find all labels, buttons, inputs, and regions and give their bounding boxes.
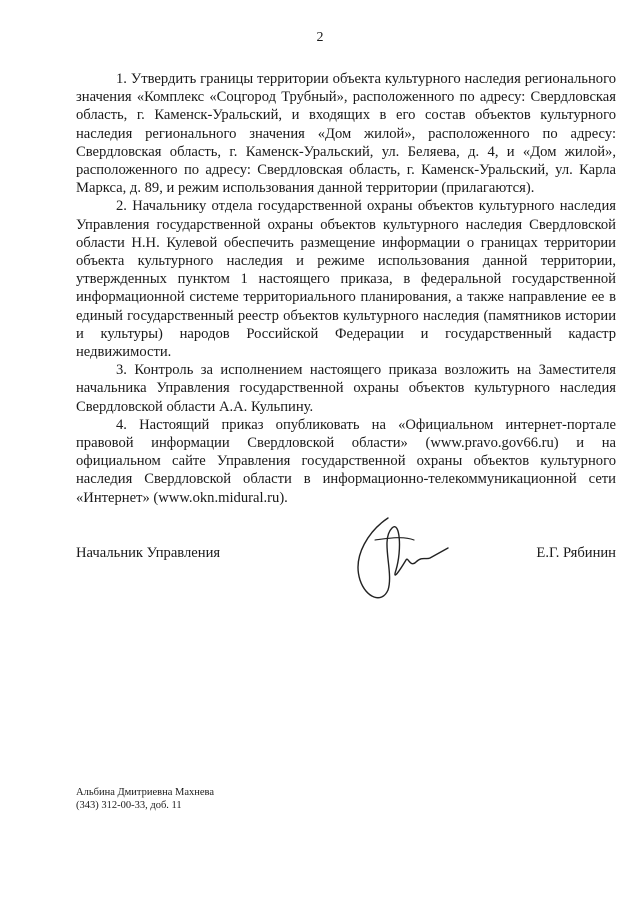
paragraph-3: 3. Контроль за исполнением настоящего приказа возложить на Заместителя начальника Управления государственной охраны объектов культурного наследия Свердловской области А.А. Кульпину.: [76, 362, 616, 415]
executor-info: [76, 786, 214, 812]
signer-name: Е.Г. Рябинин: [536, 545, 616, 561]
paragraph-2: 2. Начальнику отдела государственной охраны объектов культурного наследия Управления государственной охраны объектов культурного наследия Свердловской области Н.Н. Кулевой обеспечить размещение информации о границах территории объекта культурного наследия и режиме использования данной территории, утвержденных пунктом 1 настоящего приказа, в федеральной государственной информационной системе территориального планирования, а также направление ее в единый государственный реестр объектов культурного наследия (памятников истории и культуры) народов Российской Федерации и государственный кадастр недвижимости.: [76, 198, 616, 361]
handwritten-signature: [330, 510, 460, 620]
paragraph-4: 4. Настоящий приказ опубликовать на «Официальном интернет-портале правовой информации Свердловской области» (www.pravo.gov66.ru) и на официальном сайте Управления государственной охраны объектов культурного наследия Свердловской области в информационно-телекоммуникационной сети «Интернет» (www.okn.midural.ru).: [76, 416, 616, 506]
executor-name: Альбина Дмитриевна Махнева: [76, 787, 215, 798]
paragraph-1: 1. Утвердить границы территории объекта культурного наследия регионального значения «Комплекс «Соцгород Трубный», расположенного по адресу: Свердловская область, г. Каменск-Уральский, и входящих в его состав объектов культурного наследия регионального значения «Дом жилой», расположенного по адресу: Свердловская область, г. Каменск-Уральский, ул. Беляева, д. 4, и «Дом жилой», расположенного по адресу: Свердловская область, г. Каменск-Уральский, ул. Карла Маркса, д. 89, и режим использования данной территории (прилагаются).: [76, 71, 616, 197]
page-number: 2: [316, 30, 324, 45]
document-body: [76, 70, 616, 507]
signer-title: Начальник Управления: [76, 545, 221, 561]
executor-phone: (343) 312-00-33, доб. 11: [76, 800, 182, 811]
